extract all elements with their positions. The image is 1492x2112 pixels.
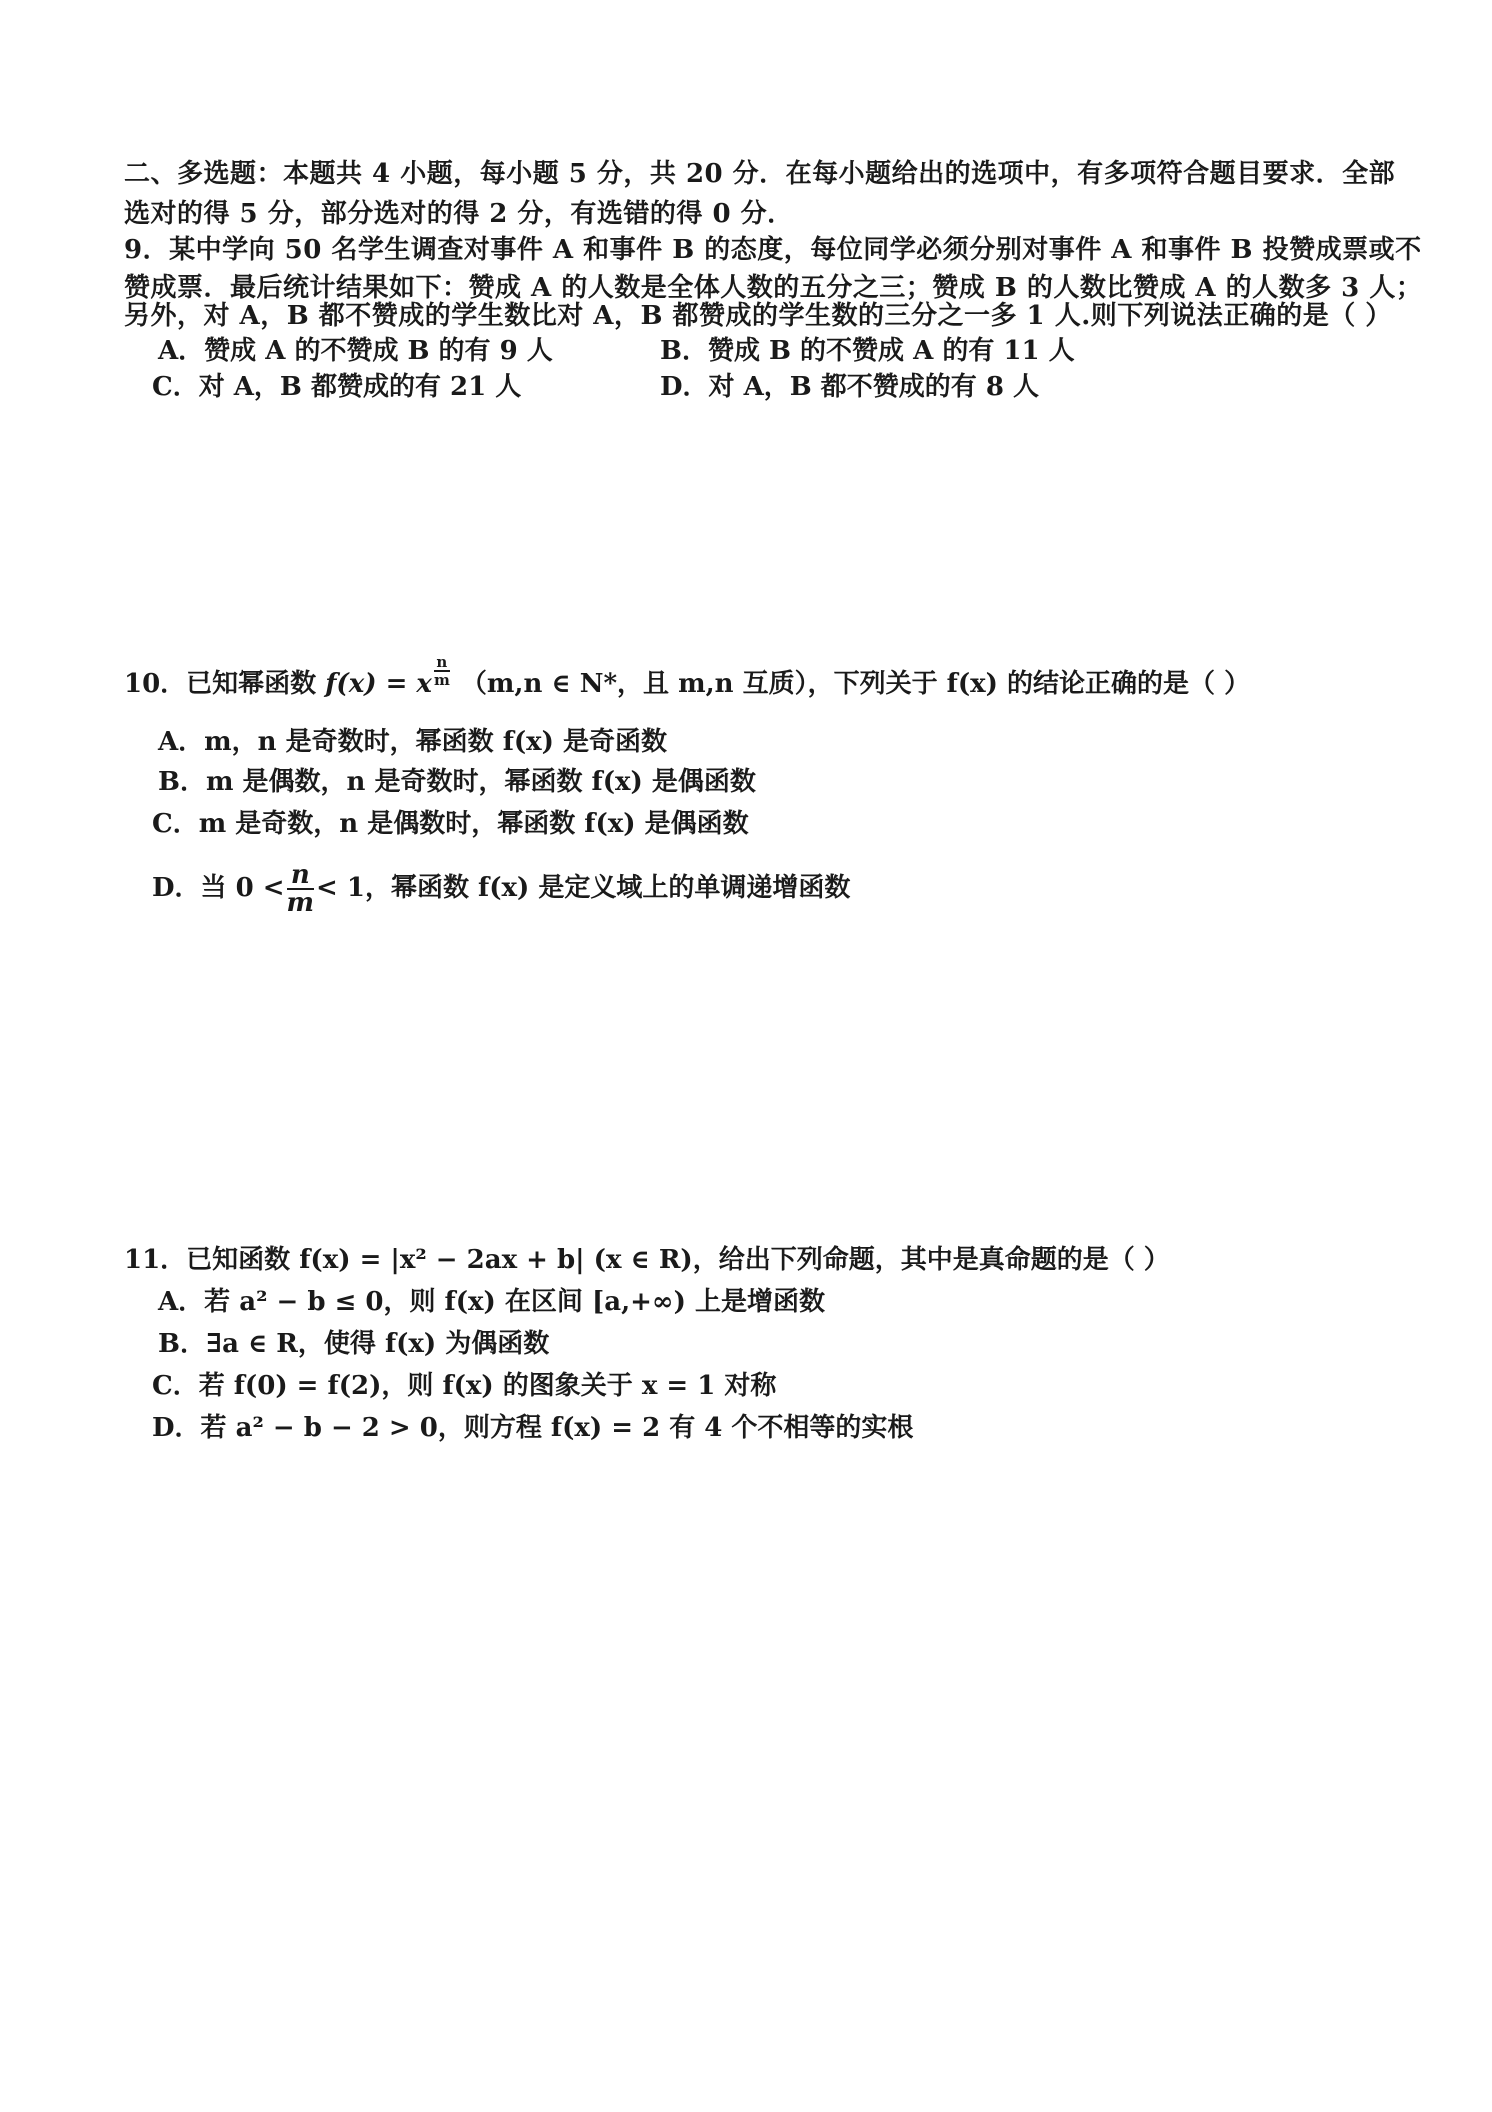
q11-option-d: D．若 a² − b − 2 > 0，则方程 f(x) = 2 有 4 个不相等的实根 (152, 1413, 914, 1443)
section-header-line-1: 二、多选题：本题共 4 小题，每小题 5 分，共 20 分．在每小题给出的选项中，有多项符合题目要求．全部 (124, 159, 1396, 189)
q10-option-d-post: < 1，幂函数 f(x) 是定义域上的单调递增函数 (316, 873, 851, 903)
q10-option-d-fraction (287, 862, 315, 916)
q11-stem: 11．已知函数 f(x) = |x² − 2ax + b| (x ∈ R)，给出下列命题，其中是真命题的是（ ） (124, 1245, 1170, 1275)
q10-option-d (152, 862, 850, 916)
q10-prefix: 10．已知幂函数 (124, 669, 317, 699)
q9-stem-line-2: 赞成票．最后统计结果如下：赞成 A 的人数是全体人数的五分之三；赞成 B 的人数比赞成 A 的人数多 3 人； (124, 273, 1423, 303)
q10-option-b: B．m 是偶数，n 是奇数时，幂函数 f(x) 是偶函数 (158, 767, 756, 797)
q10-function: f(x) = x (325, 669, 432, 699)
q10-option-d-pre: D．当 0 < (152, 873, 285, 903)
q11-option-c: C．若 f(0) = f(2)，则 f(x) 的图象关于 x = 1 对称 (152, 1371, 777, 1401)
q9-option-c: C．对 A，B 都赞成的有 21 人 (152, 372, 522, 402)
q9-option-b: B．赞成 B 的不赞成 A 的有 11 人 (660, 336, 1075, 366)
q10-option-d-num: n (287, 862, 315, 890)
q10-exponent-num: n (434, 654, 450, 672)
q10-option-d-den: m (286, 888, 315, 918)
q9-option-a: A．赞成 A 的不赞成 B 的有 9 人 (158, 336, 553, 366)
q10-exponent-den: m (433, 671, 450, 689)
q9-option-d: D．对 A，B 都不赞成的有 8 人 (660, 372, 1039, 402)
section-header-line-2: 选对的得 5 分，部分选对的得 2 分，有选错的得 0 分． (124, 199, 794, 229)
q10-exponent (434, 654, 450, 688)
q10-stem (124, 653, 1251, 702)
q11-option-b: B．∃a ∈ R，使得 f(x) 为偶函数 (158, 1329, 550, 1359)
q10-option-a: A．m，n 是奇数时，幂函数 f(x) 是奇函数 (158, 727, 668, 757)
q10-condition: （m,n ∈ N*，且 m,n 互质），下列关于 f(x) 的结论正确的是（ ） (460, 669, 1251, 699)
q10-option-c: C．m 是奇数，n 是偶数时，幂函数 f(x) 是偶函数 (152, 809, 749, 839)
q11-option-a: A．若 a² − b ≤ 0，则 f(x) 在区间 [a,+∞) 上是增函数 (158, 1287, 825, 1317)
q9-stem-line-1: 9．某中学向 50 名学生调查对事件 A 和事件 B 的态度，每位同学必须分别对事件 A 和事件 B 投赞成票或不 (124, 235, 1422, 265)
q9-stem-line-3: 另外，对 A，B 都不赞成的学生数比对 A，B 都赞成的学生数的三分之一多 1 人.则下列说法正确的是（ ） (124, 301, 1392, 331)
